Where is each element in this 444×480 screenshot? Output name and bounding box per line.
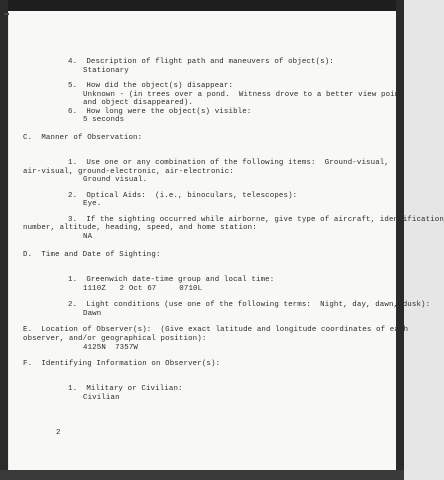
c3-question-cont: number, altitude, heading, speed, and home station: <box>23 224 257 232</box>
c2-answer: Eye. <box>83 200 102 208</box>
section-c-heading: C. Manner of Observation: <box>23 134 143 142</box>
section-e-heading: E. Location of Observer(s): (Give exact latitude and longitude coordinates of each <box>23 326 409 334</box>
scan-border-bottom <box>0 470 404 480</box>
c1-answer: Ground visual. <box>83 176 148 184</box>
e-answer: 4125N 7357W <box>83 344 139 352</box>
section-f-heading: F. Identifying Information on Observer(s): <box>23 360 221 368</box>
item-5-answer: Unknown - (in trees over a pond. Witness drove to a better view point <box>83 91 404 99</box>
section-e-heading-cont: observer, and/or geographical position): <box>23 335 207 343</box>
f1-answer: Civilian <box>83 394 120 402</box>
item-4-question: 4. Description of flight path and maneuvers of object(s): <box>68 58 334 66</box>
scan-border-top <box>0 0 404 11</box>
c3-question: 3. If the sighting occurred while airborne, give type of aircraft, identification <box>68 216 444 224</box>
c3-answer: NA <box>83 233 93 241</box>
document-page <box>9 11 444 470</box>
d1-question: 1. Greenwich date-time group and local time: <box>68 276 275 284</box>
item-5-answer-cont: and object disappeared). <box>83 99 194 107</box>
d1-answer: 1110Z 2 Oct 67 0710L <box>83 285 203 293</box>
item-4-answer: Stationary <box>83 67 129 75</box>
scan-border-left <box>0 0 8 480</box>
section-d-heading: D. Time and Date of Sighting: <box>23 251 161 259</box>
d2-question: 2. Light conditions (use one of the following terms: Night, day, dawn, dusk): <box>68 301 431 309</box>
item-6-question: 6. How long were the object(s) visible: <box>68 108 252 116</box>
c1-question-cont: air-visual, ground-electronic, air-electronic: <box>23 168 234 176</box>
d2-answer: Dawn <box>83 310 102 318</box>
c2-question: 2. Optical Aids: (i.e., binoculars, telescopes): <box>68 192 298 200</box>
item-6-answer: 5 seconds <box>83 116 125 124</box>
scan-border-right <box>396 0 404 480</box>
item-5-question: 5. How did the object(s) disappear: <box>68 82 234 90</box>
page-number: 2 <box>56 429 61 437</box>
c1-question: 1. Use one or any combination of the following items: Ground-visual, <box>68 159 389 167</box>
f1-question: 1. Military or Civilian: <box>68 385 183 393</box>
